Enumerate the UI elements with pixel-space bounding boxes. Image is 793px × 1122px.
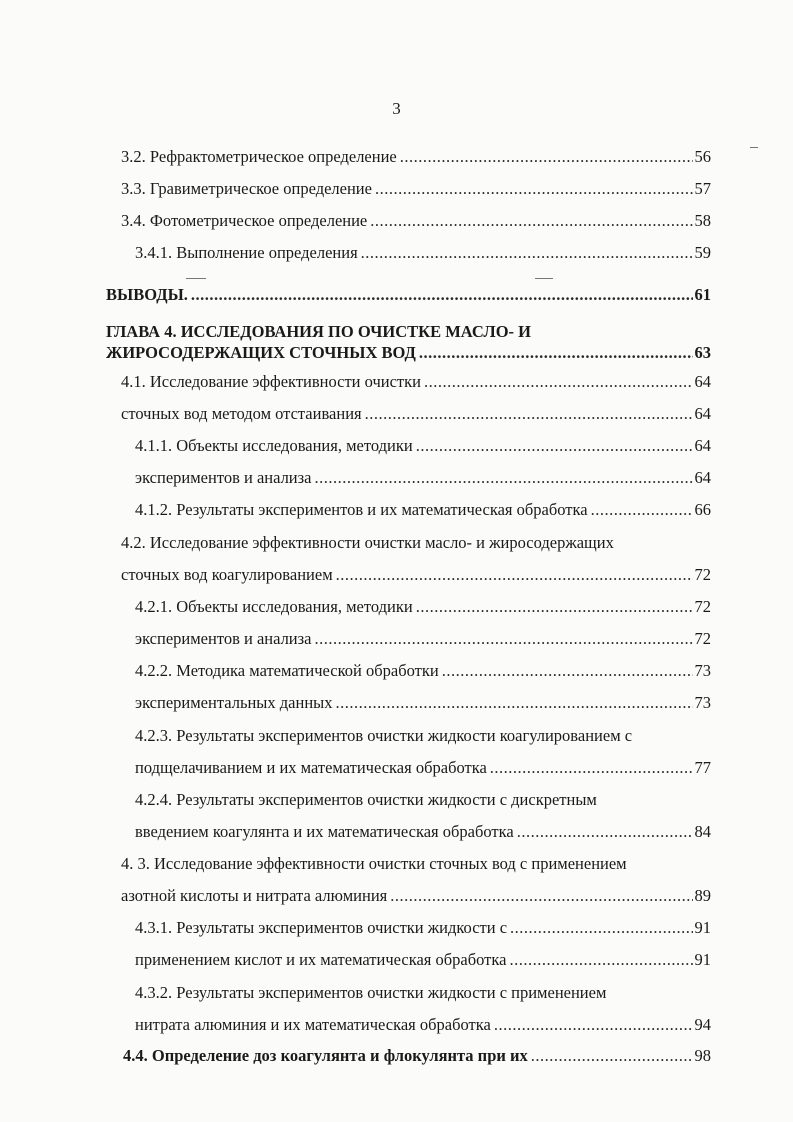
toc-entry-page: 59: [694, 243, 711, 262]
toc-entry-page: 64: [694, 468, 711, 487]
toc-entry-conclusions: [0, 285, 793, 305]
toc-entry: [0, 404, 793, 424]
toc-entry-label: 4.1.1. Объекты исследования, методики: [135, 436, 413, 455]
toc-entry-label: нитрата алюминия и их математическая обработка: [135, 1015, 491, 1034]
toc-entry-page: 56: [694, 147, 711, 166]
toc-entry-page: 64: [694, 404, 711, 423]
toc-entry-page: 58: [694, 211, 711, 230]
toc-entry-label: 4.2.1. Объекты исследования, методики: [135, 597, 413, 616]
dot-leader: [442, 661, 693, 681]
toc-entry-label: экспериментов и анализа: [135, 468, 312, 487]
toc-entry-label: 4.2.2. Методика математической обработки: [135, 661, 439, 680]
toc-entry: [0, 179, 793, 199]
dot-leader: [390, 886, 692, 906]
toc-entry-label: 4.1. Исследование эффективности очистки: [121, 372, 421, 391]
toc-entry: [0, 500, 793, 520]
dot-leader: [510, 918, 692, 938]
toc-entry-page: 91: [694, 950, 711, 969]
toc-entry-label: 4.3.2. Результаты экспериментов очистки жидкости с применением: [135, 983, 607, 1002]
toc-entry-heading-line: [0, 983, 793, 1003]
toc-entry-page: 73: [694, 693, 711, 712]
dot-leader: [375, 179, 693, 199]
toc-entry-section-4-4: [0, 1046, 793, 1066]
dot-leader: [591, 500, 693, 520]
toc-entry: [0, 597, 793, 617]
toc-entry-label: сточных вод методом отстаивания: [121, 404, 362, 423]
toc-entry-label: 4.1.2. Результаты экспериментов и их математическая обработка: [135, 500, 588, 519]
toc-entry-page: 61: [694, 285, 711, 304]
toc-entry-label: ЖИРОСОДЕРЖАЩИХ СТОЧНЫХ ВОД: [106, 343, 416, 362]
page-number: 3: [392, 99, 401, 118]
toc-entry: [0, 372, 793, 392]
toc-entry: [0, 243, 793, 263]
dot-leader: [531, 1046, 693, 1066]
toc-entry-label: 4.3.1. Результаты экспериментов очистки жидкости с: [135, 918, 508, 937]
toc-entry-label: 3.3. Гравиметрическое определение: [121, 179, 372, 198]
toc-entry-page: 64: [694, 436, 711, 455]
toc-entry-label: сточных вод коагулированием: [121, 565, 333, 584]
dot-leader: [370, 211, 692, 231]
toc-entry-label: 3.2. Рефрактометрическое определение: [121, 147, 397, 166]
toc-entry: [0, 468, 793, 488]
toc-entry-page: 98: [694, 1046, 711, 1065]
toc-entry-label: 3.4. Фотометрическое определение: [121, 211, 368, 230]
toc-entry-label: экспериментальных данных: [135, 693, 333, 712]
toc-entry-page: 84: [694, 822, 711, 841]
dot-leader: [335, 693, 692, 713]
toc-entry: [0, 693, 793, 713]
toc-entry-heading-line: [0, 726, 793, 746]
dot-leader: [494, 1015, 693, 1035]
toc-entry-label: 4.2.3. Результаты экспериментов очистки жидкости коагулированием с: [135, 726, 633, 745]
toc-entry-label: 4.2.4. Результаты экспериментов очистки жидкости с дискретным: [135, 790, 597, 809]
toc-entry-label: введением коагулянта и их математическая обработка: [135, 822, 514, 841]
toc-entry-page: 72: [694, 597, 711, 616]
dot-leader: [509, 950, 692, 970]
toc-entry-label: применением кислот и их математическая обработка: [135, 950, 507, 969]
toc-entry-label: 4.2. Исследование эффективности очистки масло- и жиросодержащих: [121, 533, 614, 552]
toc-entry: [0, 822, 793, 842]
toc-entry: [0, 918, 793, 938]
dot-leader: [365, 404, 693, 424]
toc-entry-chapter4: [0, 343, 793, 363]
toc-entry: [0, 886, 793, 906]
toc-entry-label: 4. 3. Исследование эффективности очистки сточных вод с применением: [121, 854, 627, 873]
dot-leader: [314, 629, 692, 649]
toc-entry-heading-line: [0, 790, 793, 810]
toc-entry-page: 91: [694, 918, 711, 937]
toc-entry: [0, 758, 793, 778]
toc-entry-page: 63: [694, 343, 711, 362]
dot-leader: [419, 343, 693, 363]
dot-leader: [314, 468, 692, 488]
toc-entry: [0, 436, 793, 456]
dot-leader: [336, 565, 693, 585]
toc-entry: [0, 629, 793, 649]
toc-entry-page: 77: [694, 758, 711, 777]
dot-leader: [416, 436, 693, 456]
toc-entry-label: 3.4.1. Выполнение определения: [135, 243, 358, 262]
toc-entry-label: ВЫВОДЫ.: [106, 285, 188, 304]
dot-leader: [517, 822, 693, 842]
toc-entry-label: подщелачиванием и их математическая обработка: [135, 758, 487, 777]
toc-entry-page: 66: [694, 500, 711, 519]
toc-entry-label: 4.4. Определение доз коагулянта и флокулянта при их: [123, 1046, 528, 1065]
toc-entry-heading-line: [0, 533, 793, 553]
toc-entry-page: 94: [694, 1015, 711, 1034]
toc-entry-page: 72: [694, 629, 711, 648]
dot-leader: [416, 597, 693, 617]
scan-speck: [535, 278, 553, 279]
dot-leader: [191, 285, 693, 305]
dot-leader: [490, 758, 693, 778]
scan-speck: [186, 278, 206, 279]
toc-entry: [0, 565, 793, 585]
toc-entry-page: 57: [694, 179, 711, 198]
toc-entry: [0, 1015, 793, 1035]
toc-entry-page: 89: [694, 886, 711, 905]
toc-entry-heading-line: [0, 854, 793, 874]
toc-entry-page: 64: [694, 372, 711, 391]
toc-entry-label: азотной кислоты и нитрата алюминия: [121, 886, 388, 905]
toc-entry: [0, 211, 793, 231]
toc-entry-page: 72: [694, 565, 711, 584]
toc-entry: [0, 147, 793, 167]
toc-entry-label: экспериментов и анализа: [135, 629, 312, 648]
toc-entry-page: 73: [694, 661, 711, 680]
dot-leader: [400, 147, 693, 167]
dot-leader: [361, 243, 693, 263]
toc-entry: [0, 661, 793, 681]
toc-entry: [0, 950, 793, 970]
scan-speck: [750, 147, 758, 148]
dot-leader: [424, 372, 693, 392]
chapter-heading-line1: ГЛАВА 4. ИССЛЕДОВАНИЯ ПО ОЧИСТКЕ МАСЛО- И: [106, 322, 531, 341]
